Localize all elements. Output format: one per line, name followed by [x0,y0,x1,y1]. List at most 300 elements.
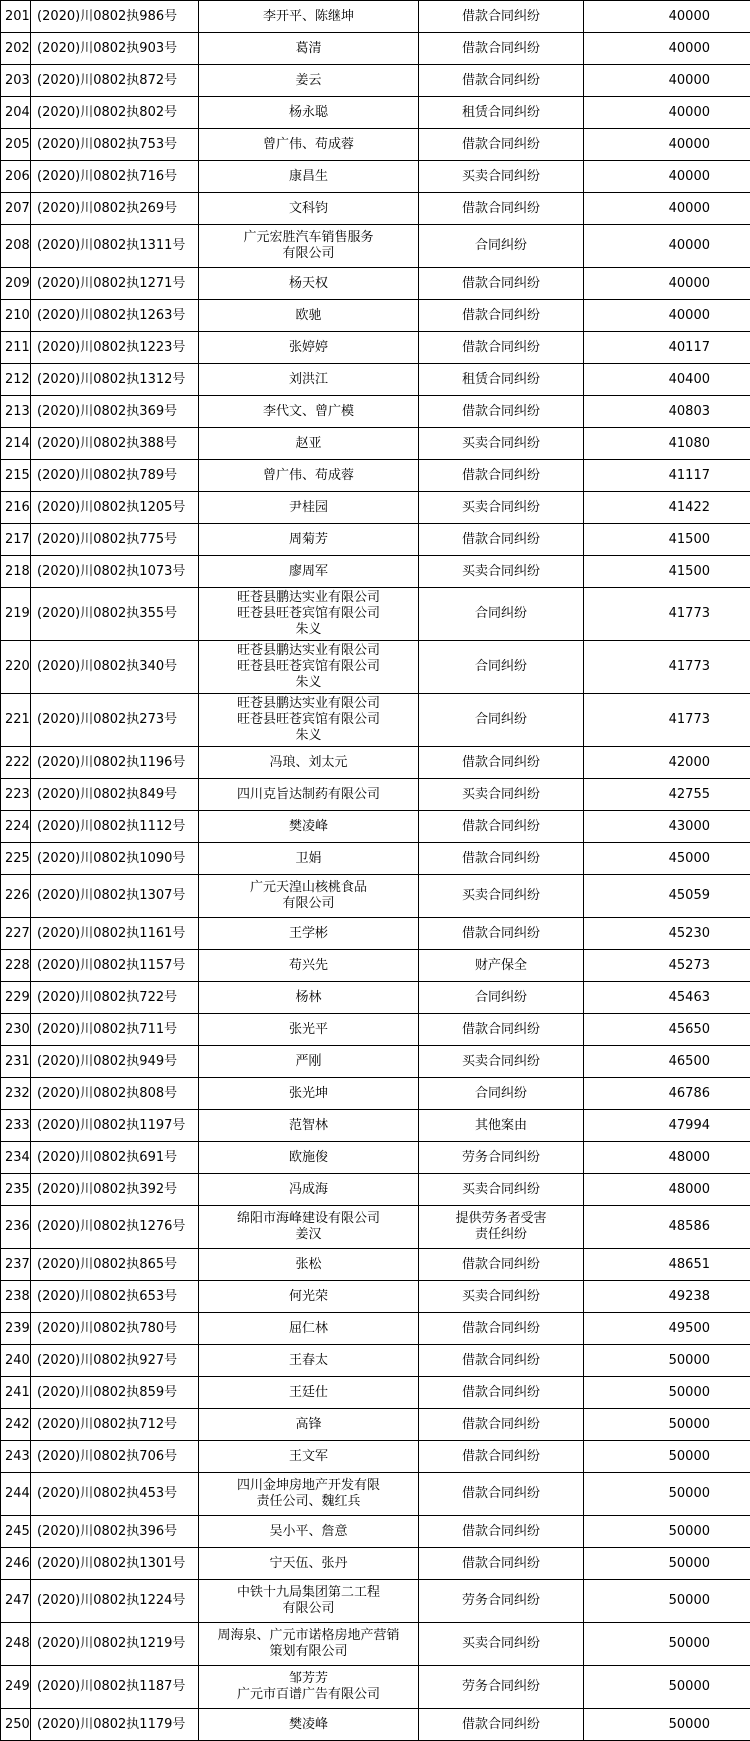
case-number: (2020)川0802执712号 [31,1409,199,1441]
case-number: (2020)川0802执1271号 [31,268,199,300]
case-cause: 借款合同纠纷 [419,1473,584,1516]
amount: 40000 [584,129,750,161]
case-cause: 借款合同纠纷 [419,268,584,300]
row-number: 210 [1,300,31,332]
case-number: (2020)川0802执369号 [31,396,199,428]
amount: 50000 [584,1409,750,1441]
table-row [1,1174,750,1206]
case-number: (2020)川0802执396号 [31,1516,199,1548]
party-name: 廖周军 [199,556,419,588]
case-number: (2020)川0802执1112号 [31,811,199,843]
case-cause: 借款合同纠纷 [419,460,584,492]
row-number: 247 [1,1580,31,1623]
row-number: 235 [1,1174,31,1206]
table-row [1,225,750,268]
table-row [1,460,750,492]
case-cause: 买卖合同纠纷 [419,1281,584,1313]
party-name: 康昌生 [199,161,419,193]
party-name: 赵亚 [199,428,419,460]
amount: 46500 [584,1046,750,1078]
table-row [1,161,750,193]
case-cause: 财产保全 [419,950,584,982]
case-cause: 劳务合同纠纷 [419,1580,584,1623]
case-cause: 借款合同纠纷 [419,1014,584,1046]
row-number: 208 [1,225,31,268]
party-name: 高锋 [199,1409,419,1441]
row-number: 238 [1,1281,31,1313]
case-cause: 劳务合同纠纷 [419,1142,584,1174]
case-number: (2020)川0802执340号 [31,641,199,694]
case-number: (2020)川0802执1223号 [31,332,199,364]
party-name: 范智林 [199,1110,419,1142]
case-cause: 借款合同纠纷 [419,1548,584,1580]
table-row [1,1666,750,1709]
case-cause: 借款合同纠纷 [419,1441,584,1473]
row-number: 248 [1,1623,31,1666]
table-row [1,193,750,225]
table-row [1,65,750,97]
party-name: 屈仁林 [199,1313,419,1345]
party-name: 曾广伟、苟成蓉 [199,460,419,492]
party-name: 严刚 [199,1046,419,1078]
party-name: 四川金坤房地产开发有限 责任公司、魏红兵 [199,1473,419,1516]
party-name: 广元天湟山核桃食品 有限公司 [199,875,419,918]
party-name: 文科钧 [199,193,419,225]
party-name: 冯成海 [199,1174,419,1206]
table-row [1,1441,750,1473]
party-name: 宁天伍、张丹 [199,1548,419,1580]
row-number: 234 [1,1142,31,1174]
amount: 40400 [584,364,750,396]
case-number: (2020)川0802执808号 [31,1078,199,1110]
case-number: (2020)川0802执355号 [31,588,199,641]
amount: 41422 [584,492,750,524]
case-number: (2020)川0802执986号 [31,1,199,33]
case-table-body [1,1,750,1741]
amount: 48000 [584,1142,750,1174]
case-cause: 提供劳务者受害 责任纠纷 [419,1206,584,1249]
party-name: 欧施俊 [199,1142,419,1174]
amount: 40000 [584,33,750,65]
row-number: 236 [1,1206,31,1249]
amount: 50000 [584,1441,750,1473]
row-number: 242 [1,1409,31,1441]
table-row [1,1345,750,1377]
table-row [1,779,750,811]
party-name: 王春太 [199,1345,419,1377]
amount: 40803 [584,396,750,428]
row-number: 218 [1,556,31,588]
amount: 46786 [584,1078,750,1110]
case-cause: 借款合同纠纷 [419,300,584,332]
table-row [1,694,750,747]
party-name: 中铁十九局集团第二工程 有限公司 [199,1580,419,1623]
row-number: 222 [1,747,31,779]
row-number: 213 [1,396,31,428]
case-cause: 租赁合同纠纷 [419,97,584,129]
row-number: 232 [1,1078,31,1110]
row-number: 212 [1,364,31,396]
case-cause: 借款合同纠纷 [419,1409,584,1441]
case-cause: 借款合同纠纷 [419,1345,584,1377]
case-number: (2020)川0802执453号 [31,1473,199,1516]
case-cause: 买卖合同纠纷 [419,1174,584,1206]
table-row [1,524,750,556]
case-cause: 借款合同纠纷 [419,811,584,843]
amount: 48651 [584,1249,750,1281]
case-number: (2020)川0802执872号 [31,65,199,97]
row-number: 221 [1,694,31,747]
party-name: 旺苍县鹏达实业有限公司 旺苍县旺苍宾馆有限公司 朱义 [199,641,419,694]
amount: 50000 [584,1516,750,1548]
amount: 50000 [584,1666,750,1709]
amount: 50000 [584,1473,750,1516]
row-number: 204 [1,97,31,129]
row-number: 215 [1,460,31,492]
case-cause: 买卖合同纠纷 [419,779,584,811]
table-row [1,875,750,918]
row-number: 217 [1,524,31,556]
party-name: 杨永聪 [199,97,419,129]
case-cause: 合同纠纷 [419,694,584,747]
amount: 41773 [584,641,750,694]
row-number: 220 [1,641,31,694]
party-name: 邹芳芳 广元市百谱广告有限公司 [199,1666,419,1709]
row-number: 244 [1,1473,31,1516]
table-row [1,843,750,875]
table-row [1,332,750,364]
amount: 40000 [584,193,750,225]
amount: 45059 [584,875,750,918]
table-row [1,982,750,1014]
table-row [1,918,750,950]
table-row [1,1377,750,1409]
case-number: (2020)川0802执1224号 [31,1580,199,1623]
party-name: 何光荣 [199,1281,419,1313]
amount: 45463 [584,982,750,1014]
case-cause: 借款合同纠纷 [419,524,584,556]
amount: 49500 [584,1313,750,1345]
row-number: 241 [1,1377,31,1409]
party-name: 王文军 [199,1441,419,1473]
case-cause: 借款合同纠纷 [419,33,584,65]
table-row [1,428,750,460]
amount: 45273 [584,950,750,982]
case-number: (2020)川0802执1276号 [31,1206,199,1249]
table-row [1,1580,750,1623]
amount: 48586 [584,1206,750,1249]
amount: 40000 [584,65,750,97]
case-number: (2020)川0802执849号 [31,779,199,811]
case-number: (2020)川0802执859号 [31,1377,199,1409]
row-number: 229 [1,982,31,1014]
row-number: 214 [1,428,31,460]
amount: 50000 [584,1377,750,1409]
row-number: 219 [1,588,31,641]
row-number: 209 [1,268,31,300]
case-number: (2020)川0802执269号 [31,193,199,225]
case-number: (2020)川0802执949号 [31,1046,199,1078]
case-cause: 借款合同纠纷 [419,129,584,161]
case-cause: 买卖合同纠纷 [419,1623,584,1666]
table-row [1,556,750,588]
amount: 50000 [584,1709,750,1741]
table-row [1,1014,750,1046]
case-number: (2020)川0802执1311号 [31,225,199,268]
case-number: (2020)川0802执1196号 [31,747,199,779]
case-number: (2020)川0802执1187号 [31,1666,199,1709]
case-number: (2020)川0802执1197号 [31,1110,199,1142]
case-number: (2020)川0802执1157号 [31,950,199,982]
party-name: 樊凌峰 [199,1709,419,1741]
amount: 40000 [584,1,750,33]
table-row [1,1709,750,1741]
table-row [1,747,750,779]
party-name: 杨林 [199,982,419,1014]
case-cause: 劳务合同纠纷 [419,1666,584,1709]
case-cause: 买卖合同纠纷 [419,428,584,460]
amount: 42755 [584,779,750,811]
amount: 42000 [584,747,750,779]
party-name: 樊凌峰 [199,811,419,843]
table-row [1,588,750,641]
table-row [1,1206,750,1249]
table-row [1,641,750,694]
party-name: 张松 [199,1249,419,1281]
row-number: 243 [1,1441,31,1473]
party-name: 广元宏胜汽车销售服务 有限公司 [199,225,419,268]
table-row [1,364,750,396]
case-cause: 合同纠纷 [419,1078,584,1110]
case-number: (2020)川0802执1301号 [31,1548,199,1580]
row-number: 249 [1,1666,31,1709]
row-number: 228 [1,950,31,982]
party-name: 刘洪江 [199,364,419,396]
row-number: 245 [1,1516,31,1548]
case-number: (2020)川0802执753号 [31,129,199,161]
case-cause: 买卖合同纠纷 [419,161,584,193]
amount: 41773 [584,694,750,747]
table-row [1,492,750,524]
table-row [1,1078,750,1110]
party-name: 卫娟 [199,843,419,875]
amount: 40000 [584,300,750,332]
amount: 50000 [584,1548,750,1580]
party-name: 张光坤 [199,1078,419,1110]
table-row [1,1623,750,1666]
table-row [1,396,750,428]
table-row [1,1046,750,1078]
row-number: 227 [1,918,31,950]
case-number: (2020)川0802执903号 [31,33,199,65]
table-row [1,1249,750,1281]
amount: 43000 [584,811,750,843]
amount: 41773 [584,588,750,641]
table-row [1,950,750,982]
row-number: 223 [1,779,31,811]
case-number: (2020)川0802执273号 [31,694,199,747]
case-cause: 借款合同纠纷 [419,1516,584,1548]
row-number: 225 [1,843,31,875]
case-number: (2020)川0802执1161号 [31,918,199,950]
amount: 40000 [584,268,750,300]
amount: 50000 [584,1580,750,1623]
case-number: (2020)川0802执653号 [31,1281,199,1313]
case-number: (2020)川0802执1090号 [31,843,199,875]
case-number: (2020)川0802执722号 [31,982,199,1014]
party-name: 王学彬 [199,918,419,950]
case-cause: 买卖合同纠纷 [419,556,584,588]
case-number: (2020)川0802执865号 [31,1249,199,1281]
row-number: 216 [1,492,31,524]
party-name: 张光平 [199,1014,419,1046]
case-number: (2020)川0802执1219号 [31,1623,199,1666]
case-number: (2020)川0802执1179号 [31,1709,199,1741]
row-number: 246 [1,1548,31,1580]
amount: 48000 [584,1174,750,1206]
row-number: 240 [1,1345,31,1377]
table-row [1,1409,750,1441]
amount: 41080 [584,428,750,460]
case-cause: 借款合同纠纷 [419,747,584,779]
case-number: (2020)川0802执691号 [31,1142,199,1174]
amount: 40000 [584,97,750,129]
row-number: 203 [1,65,31,97]
party-name: 曾广伟、苟成蓉 [199,129,419,161]
case-cause: 借款合同纠纷 [419,65,584,97]
case-cause: 借款合同纠纷 [419,1377,584,1409]
row-number: 224 [1,811,31,843]
amount: 41117 [584,460,750,492]
party-name: 张婷婷 [199,332,419,364]
table-row [1,1,750,33]
row-number: 211 [1,332,31,364]
row-number: 201 [1,1,31,33]
row-number: 207 [1,193,31,225]
party-name: 冯琅、刘太元 [199,747,419,779]
case-cause: 借款合同纠纷 [419,193,584,225]
case-number: (2020)川0802执802号 [31,97,199,129]
row-number: 233 [1,1110,31,1142]
row-number: 250 [1,1709,31,1741]
amount: 41500 [584,524,750,556]
party-name: 欧驰 [199,300,419,332]
party-name: 旺苍县鹏达实业有限公司 旺苍县旺苍宾馆有限公司 朱义 [199,694,419,747]
party-name: 苟兴先 [199,950,419,982]
amount: 49238 [584,1281,750,1313]
table-row [1,300,750,332]
case-cause: 合同纠纷 [419,225,584,268]
table-row [1,1142,750,1174]
case-cause: 其他案由 [419,1110,584,1142]
party-name: 李代文、曾广模 [199,396,419,428]
case-cause: 合同纠纷 [419,588,584,641]
case-cause: 借款合同纠纷 [419,1313,584,1345]
case-cause: 买卖合同纠纷 [419,492,584,524]
case-cause: 借款合同纠纷 [419,332,584,364]
party-name: 绵阳市海峰建设有限公司 姜汉 [199,1206,419,1249]
table-row [1,97,750,129]
case-cause: 借款合同纠纷 [419,396,584,428]
case-number: (2020)川0802执392号 [31,1174,199,1206]
case-number: (2020)川0802执1073号 [31,556,199,588]
row-number: 206 [1,161,31,193]
amount: 47994 [584,1110,750,1142]
party-name: 葛清 [199,33,419,65]
table-row [1,268,750,300]
table-row [1,1548,750,1580]
case-number: (2020)川0802执789号 [31,460,199,492]
party-name: 四川克旨达制药有限公司 [199,779,419,811]
party-name: 周海泉、广元市诺格房地产营销 策划有限公司 [199,1623,419,1666]
row-number: 226 [1,875,31,918]
party-name: 旺苍县鹏达实业有限公司 旺苍县旺苍宾馆有限公司 朱义 [199,588,419,641]
case-cause: 合同纠纷 [419,641,584,694]
case-number: (2020)川0802执780号 [31,1313,199,1345]
case-cause: 租赁合同纠纷 [419,364,584,396]
amount: 45650 [584,1014,750,1046]
case-cause: 借款合同纠纷 [419,1709,584,1741]
table-row [1,33,750,65]
row-number: 205 [1,129,31,161]
amount: 41500 [584,556,750,588]
amount: 40000 [584,161,750,193]
case-number: (2020)川0802执1205号 [31,492,199,524]
party-name: 李开平、陈继坤 [199,1,419,33]
party-name: 杨天权 [199,268,419,300]
table-row [1,1313,750,1345]
table-row [1,1281,750,1313]
amount: 50000 [584,1345,750,1377]
row-number: 230 [1,1014,31,1046]
case-cause: 合同纠纷 [419,982,584,1014]
case-cause: 借款合同纠纷 [419,1,584,33]
party-name: 周菊芳 [199,524,419,556]
amount: 45230 [584,918,750,950]
case-cause: 买卖合同纠纷 [419,875,584,918]
case-cause: 买卖合同纠纷 [419,1046,584,1078]
table-row [1,1473,750,1516]
case-cause: 借款合同纠纷 [419,843,584,875]
case-number: (2020)川0802执1263号 [31,300,199,332]
party-name: 尹桂园 [199,492,419,524]
amount: 40117 [584,332,750,364]
case-number: (2020)川0802执775号 [31,524,199,556]
case-number: (2020)川0802执706号 [31,1441,199,1473]
party-name: 姜云 [199,65,419,97]
amount: 50000 [584,1623,750,1666]
case-number: (2020)川0802执711号 [31,1014,199,1046]
table-row [1,1516,750,1548]
party-name: 王廷仕 [199,1377,419,1409]
amount: 45000 [584,843,750,875]
row-number: 202 [1,33,31,65]
row-number: 239 [1,1313,31,1345]
case-cause: 借款合同纠纷 [419,1249,584,1281]
amount: 40000 [584,225,750,268]
case-number: (2020)川0802执927号 [31,1345,199,1377]
case-number: (2020)川0802执388号 [31,428,199,460]
table-row [1,811,750,843]
row-number: 237 [1,1249,31,1281]
case-number: (2020)川0802执1312号 [31,364,199,396]
table-row [1,129,750,161]
case-number: (2020)川0802执1307号 [31,875,199,918]
table-row [1,1110,750,1142]
row-number: 231 [1,1046,31,1078]
party-name: 吴小平、詹意 [199,1516,419,1548]
case-number: (2020)川0802执716号 [31,161,199,193]
